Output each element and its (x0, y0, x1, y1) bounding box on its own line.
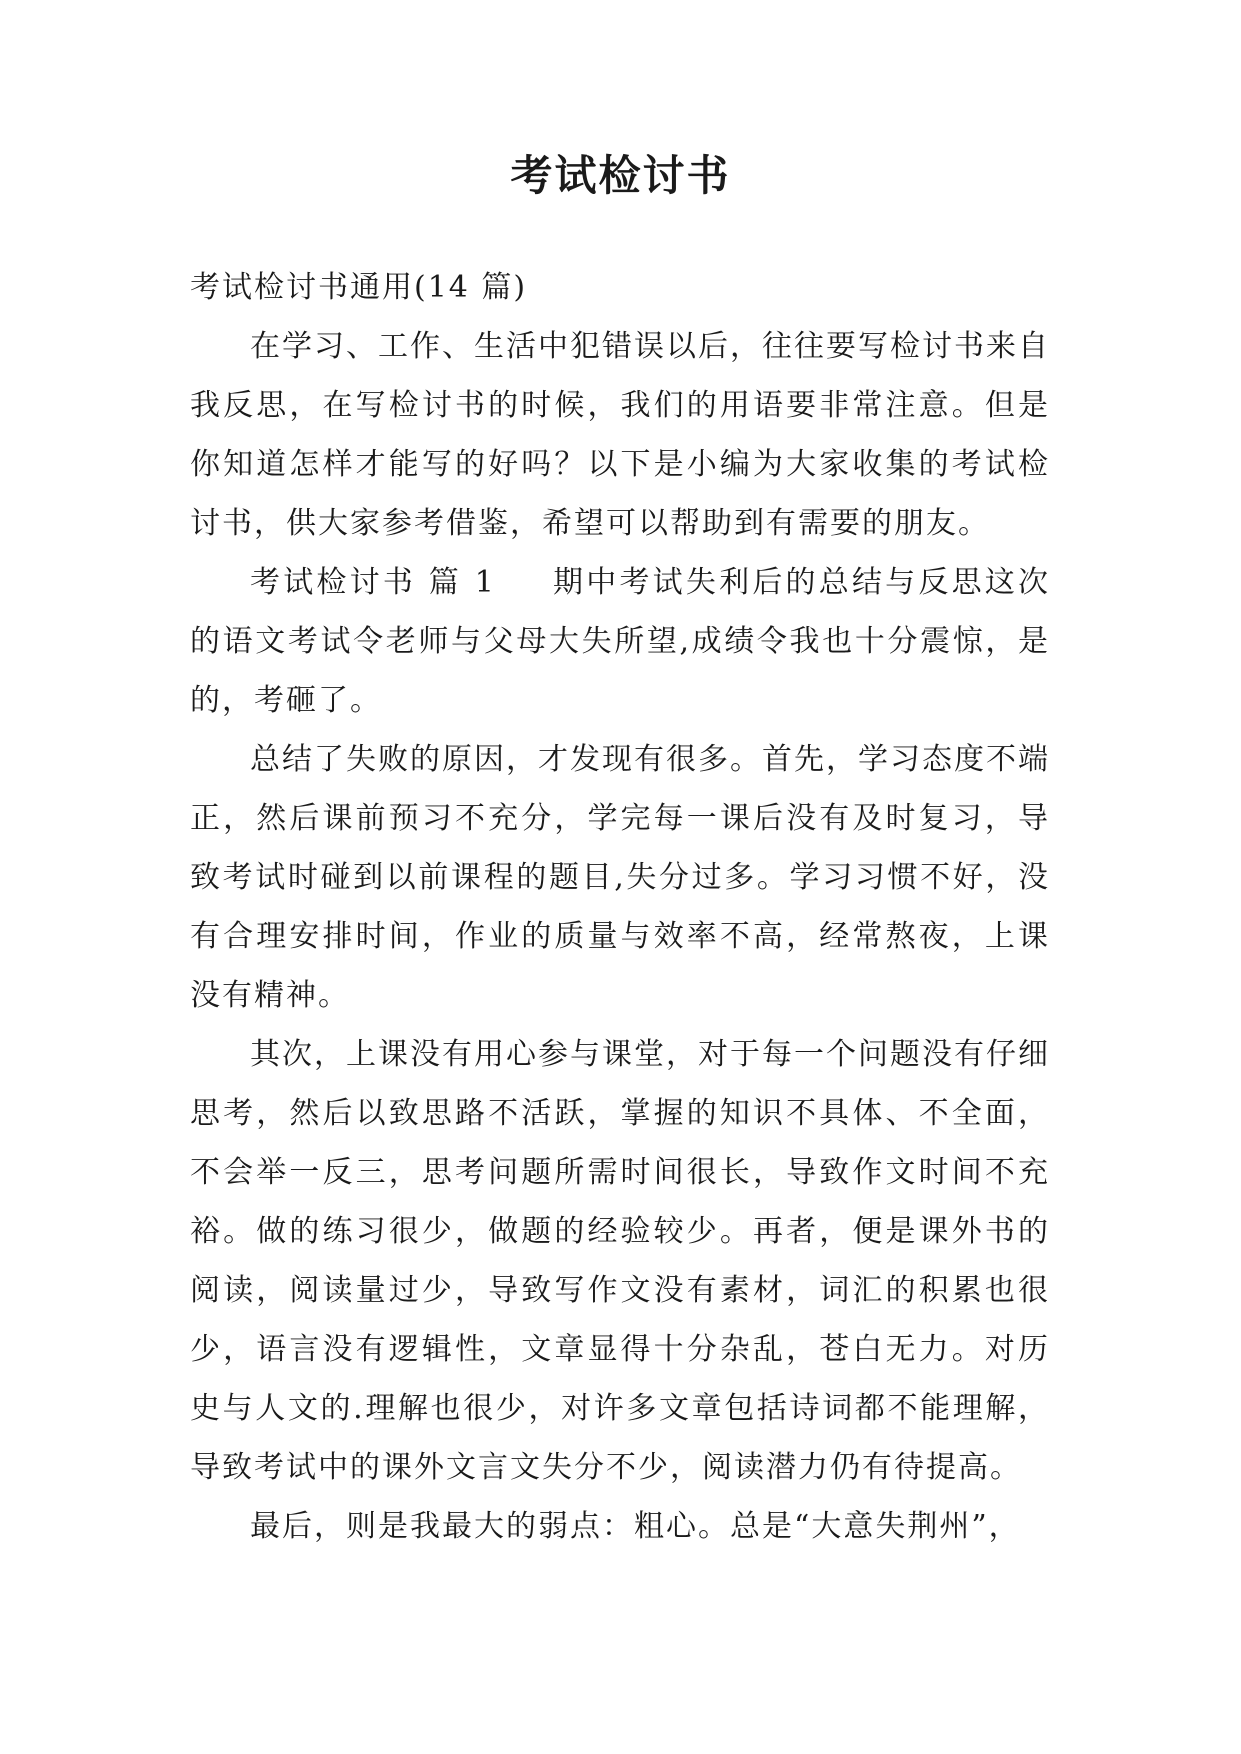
body-paragraph-3: 最后，则是我最大的弱点：粗心。总是“大意失荆州”， (250, 1509, 1021, 1544)
section-1-label: 考试检讨书 篇 1 (250, 565, 496, 600)
document-body (190, 258, 1050, 1556)
document-subtitle: 考试检讨书通用(14 篇) (190, 270, 528, 305)
document-title: 考试检讨书 (510, 151, 731, 200)
body-paragraph-2: 其次，上课没有用心参与课堂，对于每一个问题没有仔细思考，然后以致思路不活跃，掌握的知识不具体、不全面，不会举一反三，思考问题所需时间很长，导致作文时间不充裕。做的练习很少，做题的经验较少。再者，便是课外书的阅读，阅读量过少，导致写作文没有素材，词汇的积累也很少，语言没有逻辑性，文章显得十分杂乱，苍白无力。对历史与人文的.理解也很少，对许多文章包括诗词都不能理解，导致考试中的课外文言文失分不少，阅读潜力仍有待提高。 (190, 1037, 1050, 1485)
section-1-text: 期中考试失利后的总结与反思这次的语文考试令老师与父母大失所望,成绩令我也十分震惊，是的，考砸了。 (190, 565, 1050, 718)
body-paragraph-1: 总结了失败的原因，才发现有很多。首先，学习态度不端正，然后课前预习不充分，学完每一课后没有及时复习，导致考试时碰到以前课程的题目,失分过多。学习习惯不好，没有合理安排时间，作业的质量与效率不高，经常熬夜，上课没有精神。 (190, 742, 1050, 1013)
section-1-paragraph (190, 553, 1050, 730)
intro-paragraph: 在学习、工作、生活中犯错误以后，往往要写检讨书来自我反思，在写检讨书的时候，我们的用语要非常注意。但是你知道怎样才能写的好吗？以下是小编为大家收集的考试检讨书，供大家参考借鉴，希望可以帮助到有需要的朋友。 (190, 329, 1050, 541)
